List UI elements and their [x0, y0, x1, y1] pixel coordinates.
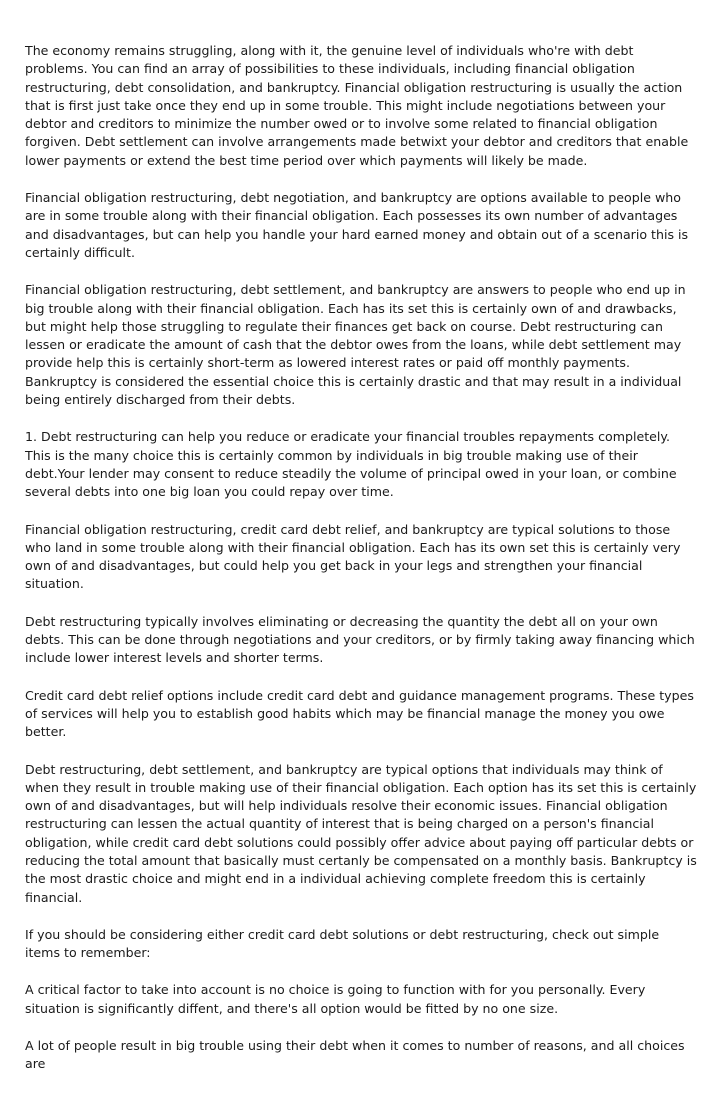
paragraph-11: A lot of people result in big trouble using their debt when it comes to number of reasons, and all choices are — [25, 1038, 685, 1072]
paragraph-4: 1. Debt restructuring can help you reduce or eradicate your financial troubles repayments completely. This is the many choice this is certainly common by individuals in big trouble making use of their debt.Your lender may consent to reduce steadily the volume of principal owed in your loan, or combine several debts into one big loan you could repay over time. — [25, 429, 677, 500]
paragraph-10: A critical factor to take into account is no choice is going to function with for you personally. Every situation is significantly diffent, and there's all option would be fitted by no one size. — [25, 982, 646, 1016]
paragraph-6: Debt restructuring typically involves eliminating or decreasing the quantity the debt all on your own debts. This can be done through negotiations and your creditors, or by firmly taking away financing which include lower interest levels and shorter terms. — [25, 613, 695, 666]
paragraph-8: Debt restructuring, debt settlement, and bankruptcy are typical options that individuals may think of when they result in trouble making use of their financial obligation. Each option has its set this is certainly own of and disadvantages, but will help individuals resolve their economic issues. Financial obligation restructuring can lessen the actual quantity of interest that is being charged on a person's financial obligation, while credit card debt solutions could possibly offer advice about paying off particular debts or reducing the total amount that basically must certanly be compensated on a monthly basis. Bankruptcy is the most drastic choice and might end in a individual achieving complete freedom this is certainly financial. — [25, 761, 697, 905]
paragraph-9: If you should be considering either credit card debt solutions or debt restructuring, check out simple items to remember: — [25, 926, 660, 961]
paragraph-7: Credit card debt relief options include credit card debt and guidance management programs. These types of services will help you to establish good habits which may be financial manage the money you owe better. — [25, 687, 694, 740]
paragraph-1: The economy remains struggling, along with it, the genuine level of individuals who're with debt problems. You can find an array of possibilities to these individuals, including financial obligation restructuring, debt consolidation, and bankruptcy. Financial obligation restructuring is usually the action that is first just take once they end up in some trouble. This might include negotiations between your debtor and creditors to minimize the number owed or to involve some related to financial obligation forgiven. Debt settlement can involve arrangements made betwixt your debtor and creditors that enable lower payments or extend the best time period over which payments will likely be made. — [25, 43, 689, 168]
paragraph-2: Financial obligation restructuring, debt negotiation, and bankruptcy are options available to people who are in some trouble along with their financial obligation. Each possesses its own number of advantages and disadvantages, but can help you handle your hard earned money and obtain out of a scenario this is certainly difficult. — [25, 190, 689, 260]
paragraph-3: Financial obligation restructuring, debt settlement, and bankruptcy are answers to people who end up in big trouble along with their financial obligation. Each has its set this is certainly own of and drawbacks, but might help those struggling to regulate their finances get back on course. Debt restructuring can lessen or eradicate the amount of cash that the debtor owes from the loans, while debt settlement may provide help this is certainly short-term as lowered interest rates or paid off monthly payments. Bankruptcy is considered the essential choice this is certainly drastic and that may result in a individual being entirely discharged from their debts. — [25, 282, 686, 408]
article-body — [25, 42, 697, 1093]
paragraph-5: Financial obligation restructuring, credit card debt relief, and bankruptcy are typical solutions to those who land in some trouble along with their financial obligation. Each has its own set this is certainly very own of and disadvantages, but could help you get back in your legs and strengthen your financial situation. — [25, 521, 681, 592]
